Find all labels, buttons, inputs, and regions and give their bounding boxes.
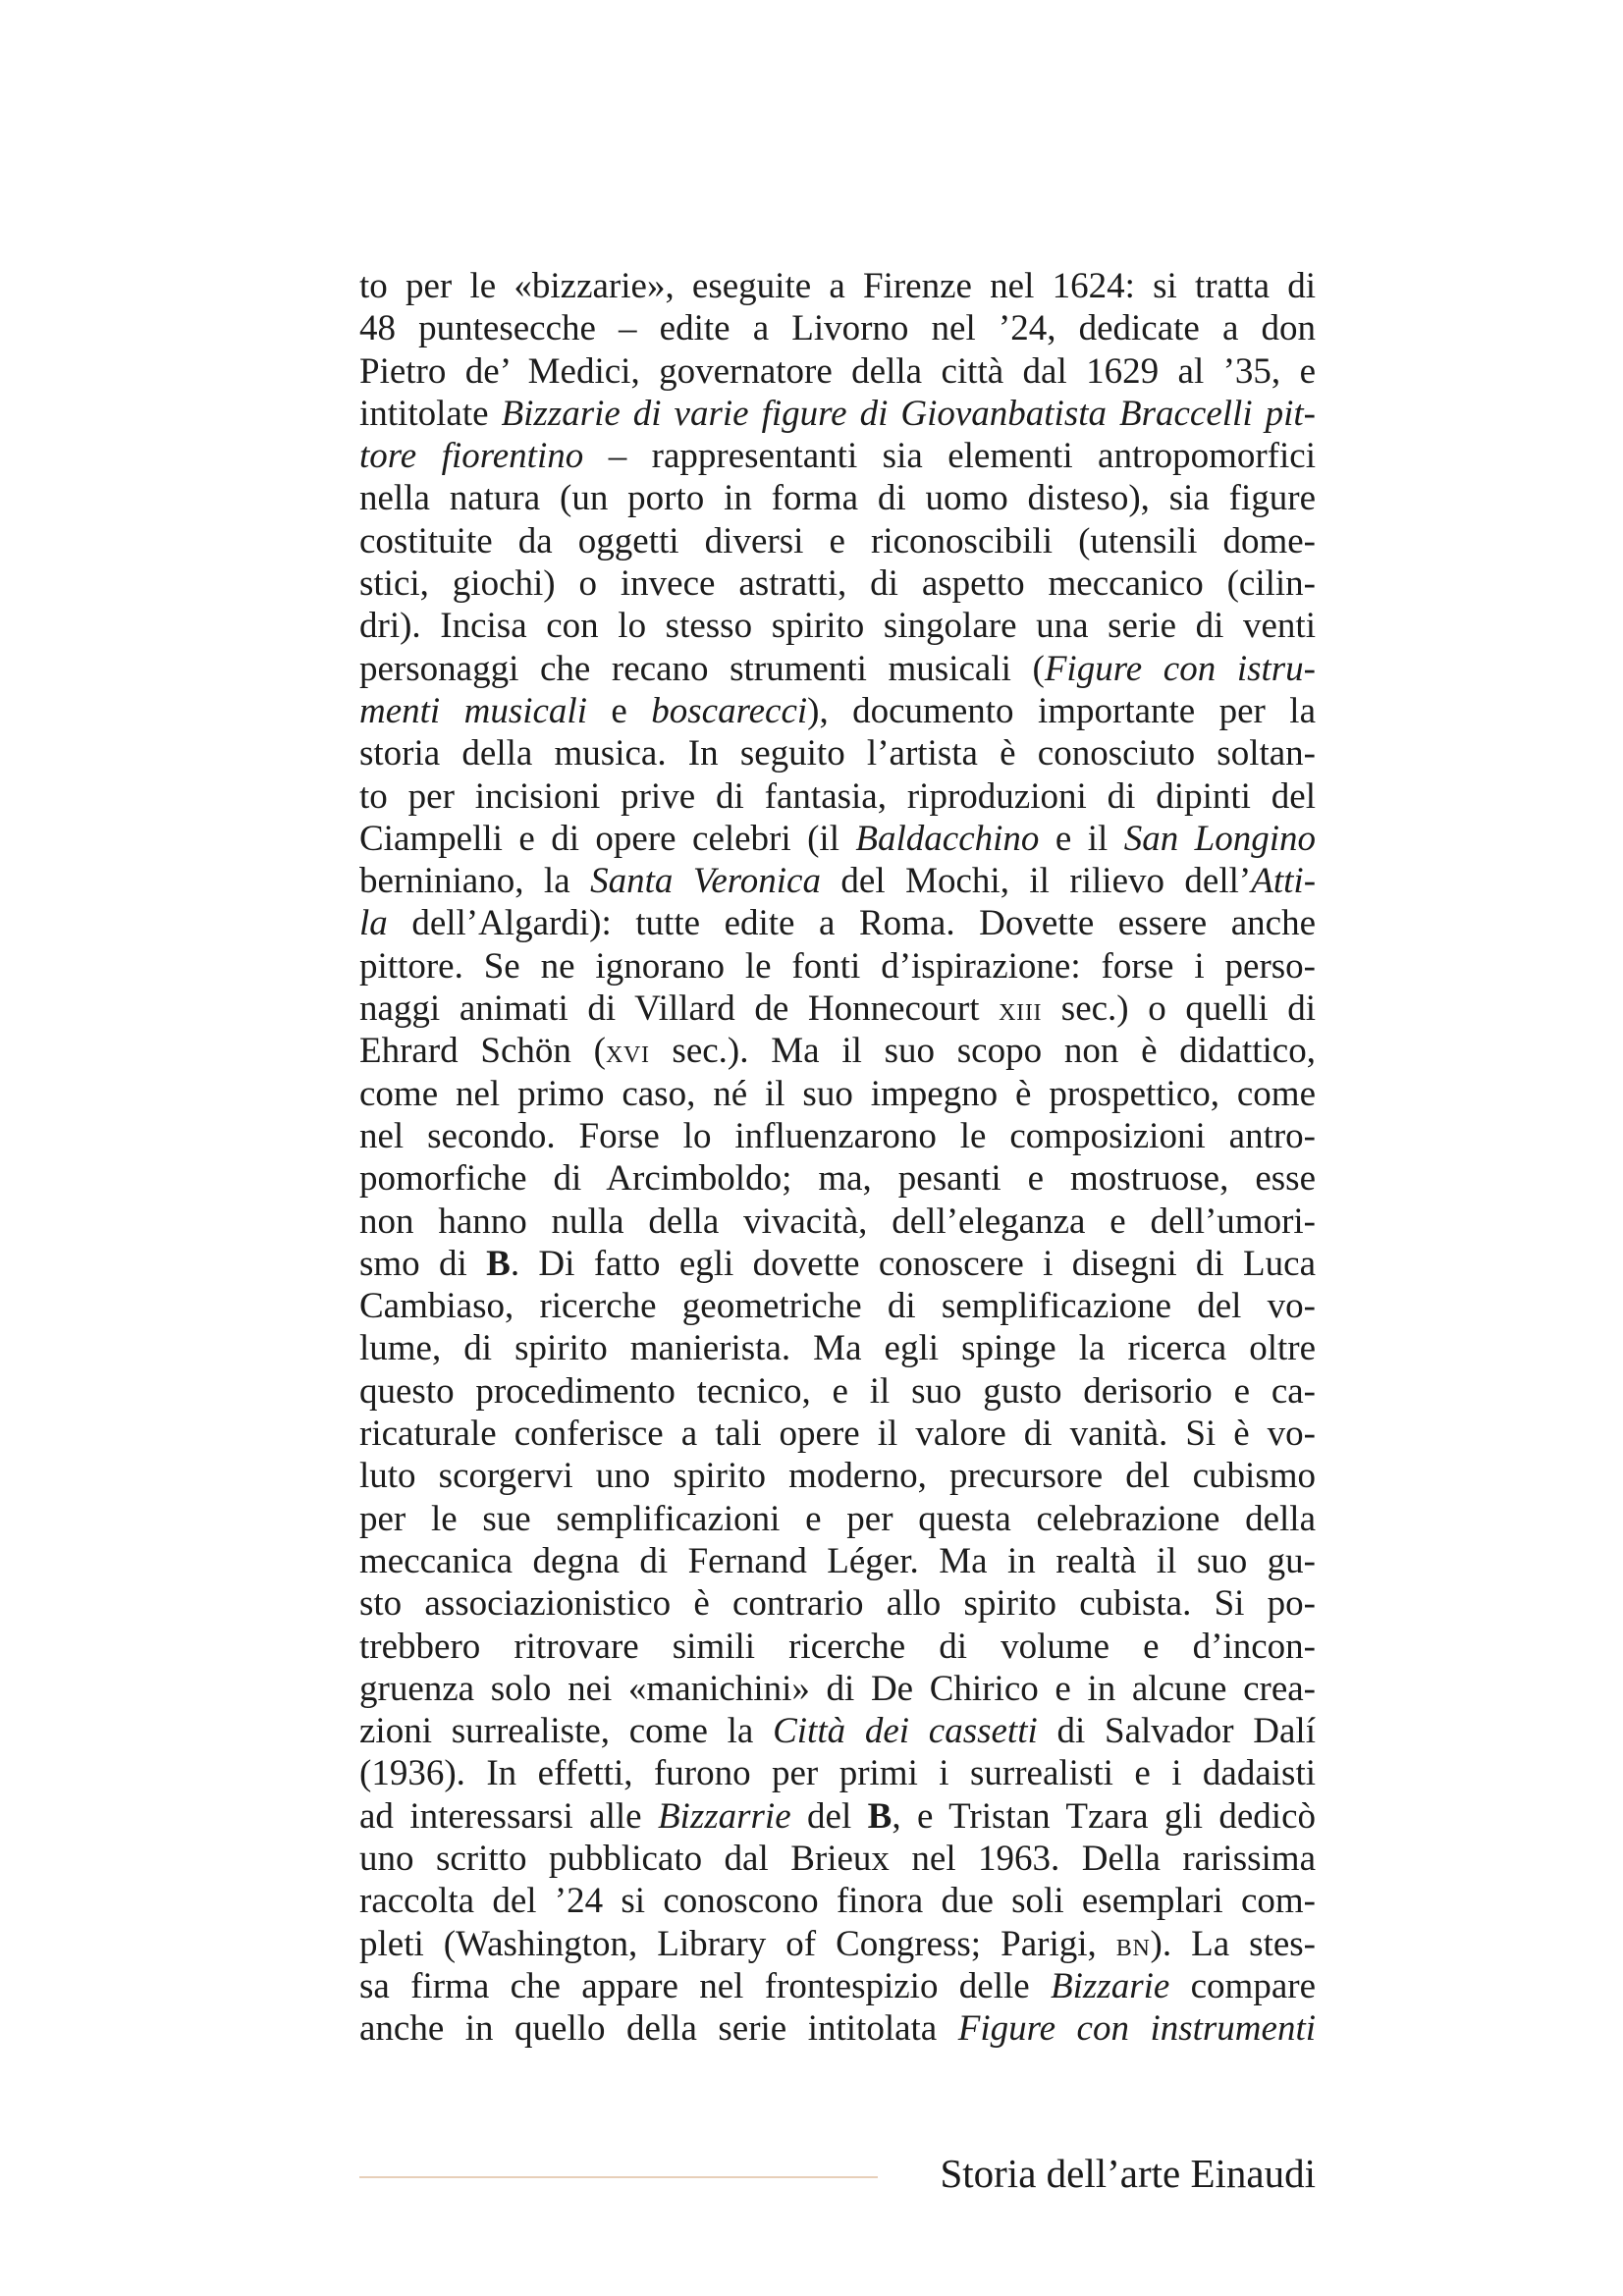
text-run: e il [1039, 818, 1124, 859]
text-run: 48 puntesecche – edite a Livorno nel ’24, dedicate a don [359, 308, 1316, 349]
text-run: to per incisioni prive di fantasia, riproduzioni di dipinti del [359, 775, 1316, 817]
italic-run: Città dei cassetti [773, 1711, 1038, 1752]
text-line [359, 520, 1316, 562]
text-line [359, 690, 1316, 732]
text-run: sto associazionistico è contrario allo spirito cubista. Si po- [359, 1583, 1316, 1625]
text-run: luto scorgervi uno spirito moderno, precursore del cubismo [359, 1456, 1316, 1497]
italic-run: Baldacchino [855, 818, 1040, 859]
body-text [359, 265, 1316, 2050]
text-line [359, 1965, 1316, 2007]
text-run: compare [1169, 1965, 1316, 2006]
text-run: pleti (Washington, Library of Congress; Parigi, [359, 1923, 1116, 1964]
text-run: come nel primo caso, né il suo impegno è prospettico, come [359, 1073, 1316, 1114]
text-line [359, 1795, 1316, 1838]
text-line [359, 775, 1316, 818]
text-run: ad interessarsi alle [359, 1795, 658, 1837]
text-line [359, 1157, 1316, 1200]
text-line [359, 307, 1316, 349]
text-line [359, 2007, 1316, 2050]
text-line [359, 988, 1316, 1030]
footer-title: Storia dell’arte Einaudi [940, 2151, 1316, 2196]
text-run: questo procedimento tecnico, e il suo gusto derisorio e ca- [359, 1370, 1316, 1412]
italic-run: tore fiorentino [359, 436, 584, 477]
text-line [359, 1285, 1316, 1327]
text-run: to per le «bizzarie», eseguite a Firenze nel 1624: si tratta di [359, 266, 1316, 306]
bold-run: B [867, 1795, 893, 1837]
text-run: nel secondo. Forse lo influenzarono le composizioni antro- [359, 1115, 1316, 1156]
text-run: smo di [359, 1243, 487, 1284]
text-run: ricaturale conferisce a tali opere il valore di vanità. Si è vo- [359, 1414, 1316, 1455]
text-line [359, 1498, 1316, 1540]
text-run: nella natura (un porto in forma di uomo disteso), sia figure [359, 478, 1316, 519]
text-run: del [790, 1795, 868, 1837]
text-line [359, 1370, 1316, 1413]
text-run: dell’Algardi): tutte edite a Roma. Dovette essere anche [387, 903, 1316, 944]
text-line [359, 902, 1316, 944]
smallcaps-run: xvi [605, 1034, 650, 1071]
text-line [359, 1710, 1316, 1752]
text-line [359, 648, 1316, 690]
text-run: , e Tristan Tzara gli dedicò [892, 1795, 1317, 1837]
text-run: sa firma che appare nel frontespizio delle [359, 1965, 1052, 2006]
text-run: per le sue semplificazioni e per questa celebrazione della [359, 1498, 1316, 1539]
italic-run: boscarecci [651, 690, 808, 731]
text-run: – rappresentanti sia elementi antropomorfici [583, 436, 1316, 477]
text-run: di Salvador Dalí [1037, 1711, 1316, 1752]
text-run: dri). Incisa con lo stesso spirito singolare una serie di venti [359, 606, 1316, 647]
text-run: stici, giochi) o invece astratti, di aspetto meccanico (cilin- [359, 563, 1316, 605]
italic-run: la [359, 903, 388, 944]
text-run: Ciampelli e di opere celebri (il [359, 818, 856, 859]
text-run: pomorfiche di Arcimboldo; ma, pesanti e mostruose, esse [359, 1158, 1316, 1200]
text-run: lume, di spirito manierista. Ma egli spinge la ricerca oltre [359, 1328, 1316, 1369]
text-line [359, 477, 1316, 519]
text-run: personaggi che recano strumenti musicali ( [359, 648, 1045, 689]
text-line [359, 1073, 1316, 1115]
italic-run: Atti- [1251, 861, 1317, 902]
text-run: naggi animati di Villard de Honnecourt [359, 988, 1000, 1030]
text-line [359, 860, 1316, 902]
text-line [359, 1880, 1316, 1922]
text-run: intitolate [359, 393, 502, 434]
text-line [359, 945, 1316, 988]
text-run: non hanno nulla della vivacità, dell’eleganza e dell’umori- [359, 1201, 1316, 1242]
text-run: e [587, 690, 652, 731]
text-line [359, 1540, 1316, 1582]
text-line [359, 1327, 1316, 1369]
bold-run: B [486, 1243, 511, 1284]
text-run: trebbero ritrovare simili ricerche di volume e d’incon- [359, 1626, 1316, 1667]
text-line [359, 562, 1316, 605]
text-run: Cambiaso, ricerche geometriche di semplificazione del vo- [359, 1286, 1316, 1327]
text-line [359, 265, 1316, 307]
text-line [359, 818, 1316, 860]
text-run: uno scritto pubblicato dal Brieux nel 1963. Della rarissima [359, 1838, 1316, 1879]
text-line [359, 1752, 1316, 1794]
text-line [359, 1923, 1316, 1965]
italic-run: menti musicali [359, 690, 587, 731]
text-run: berniniano, la [359, 861, 591, 902]
text-line [359, 350, 1316, 393]
text-line [359, 1243, 1316, 1285]
text-run: storia della musica. In seguito l’artista è conosciuto soltan- [359, 733, 1316, 774]
text-run: sec.) o quelli di [1042, 988, 1317, 1030]
text-line [359, 1030, 1316, 1072]
text-line [359, 1115, 1316, 1157]
text-run: gruenza solo nei «manichini» di De Chirico e in alcune crea- [359, 1668, 1316, 1709]
italic-run: Bizzarie di varie figure di Giovanbatista Braccelli pit- [501, 393, 1316, 434]
text-run: ). La stes- [1150, 1923, 1316, 1964]
text-run: . Di fatto egli dovette conoscere i disegni di Luca [510, 1243, 1316, 1284]
text-line [359, 1626, 1316, 1668]
italic-run: Santa Veronica [590, 861, 821, 902]
text-line [359, 1413, 1316, 1455]
text-run: costituite da oggetti diversi e riconoscibili (utensili dome- [359, 520, 1316, 561]
text-run: sec.). Ma il suo scopo non è didattico, [649, 1031, 1316, 1072]
footer-rule [359, 2176, 878, 2178]
italic-run: Figure con istru- [1044, 648, 1316, 689]
text-line [359, 732, 1316, 774]
text-run: meccanica degna di Fernand Léger. Ma in realtà il suo gu- [359, 1540, 1316, 1581]
text-run: Pietro de’ Medici, governatore della città dal 1629 al ’35, e [359, 350, 1316, 392]
text-line [359, 1455, 1316, 1497]
text-line [359, 1668, 1316, 1710]
text-run: ), documento importante per la [807, 690, 1316, 731]
text-run: (1936). In effetti, furono per primi i surrealisti e i dadaisti [359, 1753, 1316, 1794]
text-run: raccolta del ’24 si conoscono finora due soli esemplari com- [359, 1881, 1316, 1922]
text-line [359, 435, 1316, 477]
text-line [359, 1838, 1316, 1880]
text-run: zioni surrealiste, come la [359, 1711, 774, 1752]
smallcaps-run: bn [1115, 1926, 1151, 1963]
italic-run: Bizzarrie [657, 1795, 791, 1837]
text-run: del Mochi, il rilievo dell’ [820, 861, 1252, 902]
text-line [359, 1582, 1316, 1625]
italic-run: San Longino [1123, 818, 1317, 859]
italic-run: Bizzarie [1051, 1965, 1170, 2006]
text-line [359, 1201, 1316, 1243]
text-line [359, 393, 1316, 435]
text-run: Ehrard Schön ( [359, 1031, 606, 1072]
text-line [359, 605, 1316, 647]
text-run: pittore. Se ne ignorano le fonti d’ispirazione: forse i perso- [359, 945, 1316, 987]
italic-run: Figure con instrumenti [957, 2008, 1316, 2050]
smallcaps-run: xiii [999, 991, 1043, 1029]
text-run: anche in quello della serie intitolata [359, 2008, 958, 2050]
